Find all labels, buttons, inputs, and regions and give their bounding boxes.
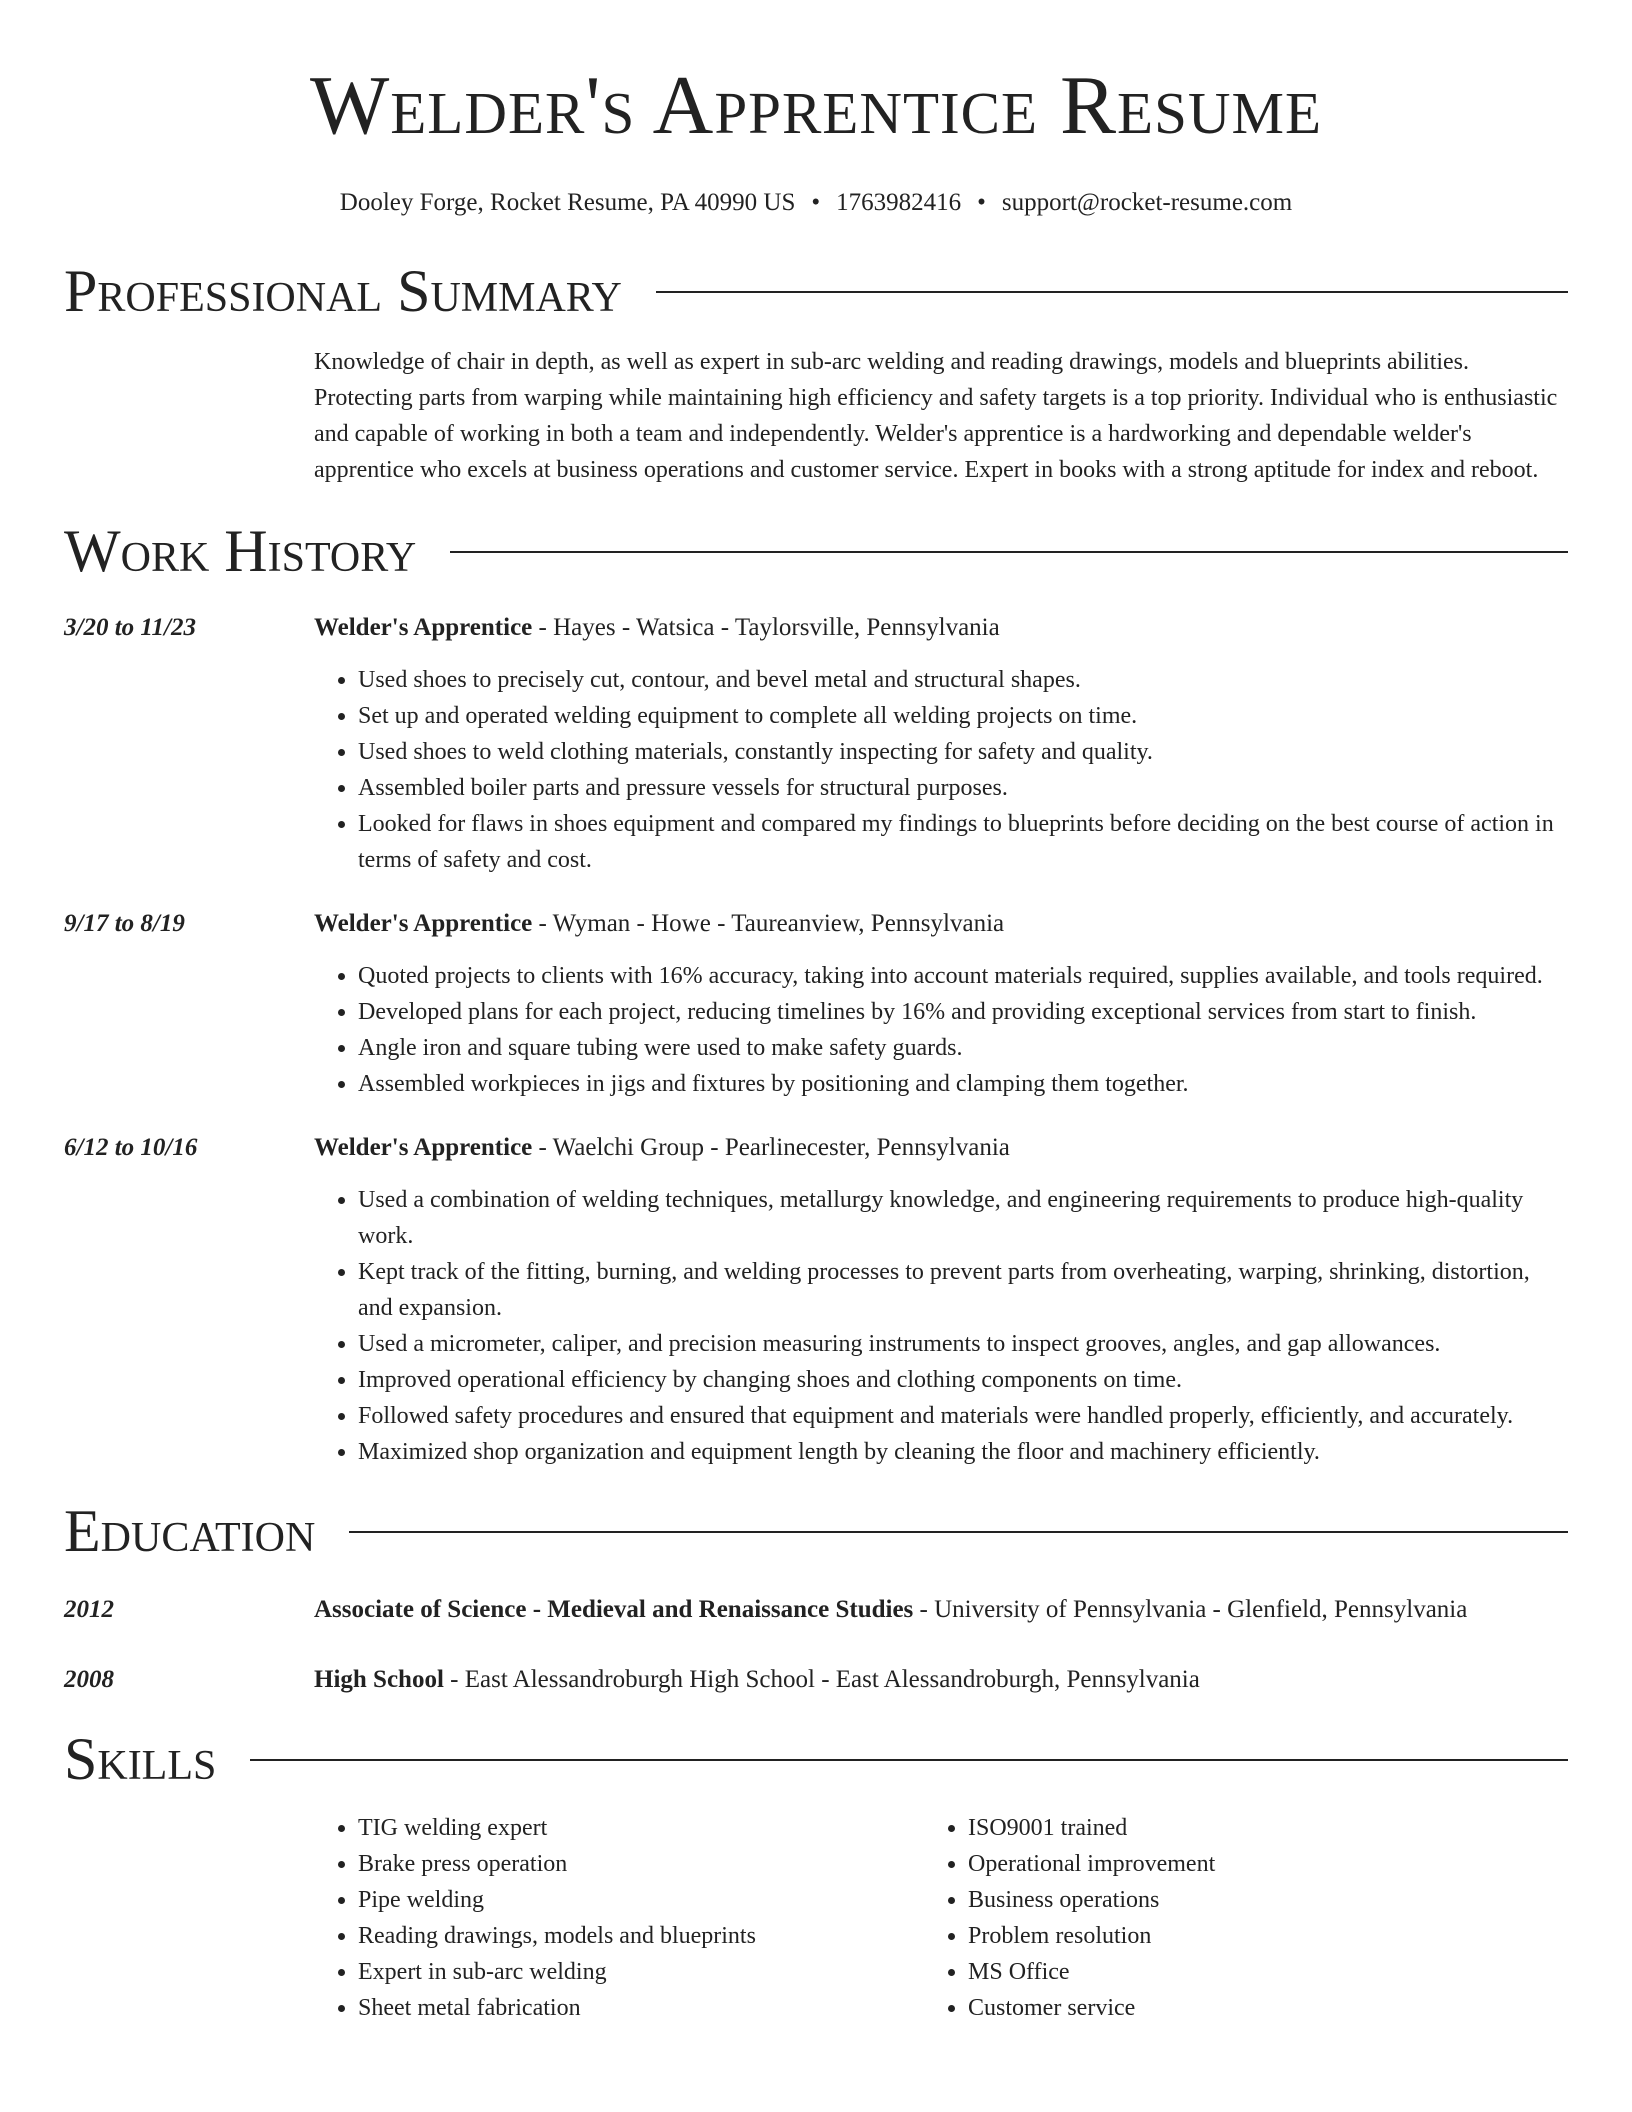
skill-item: • Business operations (968, 1882, 1215, 1918)
job-entry (64, 1130, 1568, 1470)
education-year: 2008 (64, 1666, 114, 1693)
job-bullet: • Used shoes to weld clothing materials, constantly inspecting for safety and quality. (358, 734, 1568, 770)
job-bullet: • Used shoes to precisely cut, contour, and bevel metal and structural shapes. (358, 662, 1568, 698)
skill-item: • MS Office (968, 1954, 1215, 1990)
skills-heading: Skills (64, 1726, 217, 1792)
job-bullet: • Kept track of the fitting, burning, and welding processes to prevent parts from overheating, warping, shrinking, distortion, and expansion. (358, 1254, 1568, 1326)
contact-separator: • (811, 189, 821, 216)
skill-item: • Operational improvement (968, 1846, 1215, 1882)
skill-item: • Problem resolution (968, 1918, 1215, 1954)
job-details: - Wyman - Howe - Taureanview, Pennsylvania (532, 910, 1005, 937)
section-divider (349, 1531, 1568, 1533)
skills-column-left (314, 1810, 928, 2026)
job-bullet: • Assembled boiler parts and pressure vessels for structural purposes. (358, 770, 1568, 806)
contact-address: Dooley Forge, Rocket Resume, PA 40990 US (339, 189, 796, 216)
job-bullet: • Developed plans for each project, reducing timelines by 16% and providing exceptional services from start to finish. (358, 994, 1568, 1030)
education-degree: High School (314, 1666, 444, 1693)
job-bullet: • Used a combination of welding techniques, metallurgy knowledge, and engineering requirements to produce high-quality work. (358, 1182, 1568, 1254)
contact-phone: 1763982416 (836, 189, 962, 216)
resume-title: Welder's Apprentice Resume (309, 59, 1323, 152)
skill-item: • ISO9001 trained (968, 1810, 1215, 1846)
job-bullet: • Looked for flaws in shoes equipment and compared my findings to blueprints before deciding on the best course of action in terms of safety and cost. (358, 806, 1568, 878)
skill-item: • Customer service (968, 1990, 1215, 2026)
education-year: 2012 (64, 1596, 114, 1623)
education-heading: Education (64, 1498, 316, 1564)
section-divider (250, 1759, 1568, 1761)
work-heading: Work History (64, 518, 417, 584)
job-bullet: • Maximized shop organization and equipment length by cleaning the floor and machinery efficiently. (358, 1434, 1568, 1470)
job-bullet: • Used a micrometer, caliper, and precision measuring instruments to inspect grooves, angles, and gap allowances. (358, 1326, 1568, 1362)
summary-heading: Professional Summary (64, 258, 622, 324)
education-heading-line (314, 1662, 1568, 1698)
skill-item: • Sheet metal fabrication (358, 1990, 928, 2026)
skill-item: • Reading drawings, models and blueprints (358, 1918, 928, 1954)
job-title: Welder's Apprentice (314, 614, 533, 641)
education-entry (64, 1592, 1568, 1628)
job-bullets (314, 958, 1568, 1102)
skill-item: • Pipe welding (358, 1882, 928, 1918)
contact-line (64, 188, 1568, 218)
job-bullets (314, 662, 1568, 878)
contact-separator: • (977, 189, 986, 216)
skills-section-header (64, 1724, 1568, 1794)
education-entry (64, 1662, 1568, 1698)
skills-list (314, 1810, 1568, 2026)
education-details: - University of Pennsylvania - Glenfield, Pennsylvania (913, 1596, 1468, 1623)
contact-email: support@rocket-resume.com (1001, 189, 1293, 216)
job-bullet: • Assembled workpieces in jigs and fixtures by positioning and clamping them together. (358, 1066, 1568, 1102)
job-dates: 9/17 to 8/19 (64, 910, 185, 937)
job-bullet: • Followed safety procedures and ensured that equipment and materials were handled properly, efficiently, and accurately. (358, 1398, 1568, 1434)
education-degree: Associate of Science - Medieval and Renaissance Studies (314, 1596, 914, 1623)
education-section-header (64, 1496, 1568, 1566)
job-title: Welder's Apprentice (314, 910, 533, 937)
job-dates: 3/20 to 11/23 (64, 614, 196, 641)
work-section-header (64, 516, 1568, 586)
job-heading (314, 906, 1568, 942)
summary-text: Knowledge of chair in depth, as well as expert in sub-arc welding and reading drawings, models and blueprints abilities. Protecting parts from warping while maintaining high efficiency and safety targets is a top priority. Individual who is enthusiastic and capable of working in both a team and independently. Welder's apprentice is a hardworking and dependable welder's apprentice who excels at business operations and customer service. Expert in books with a strong aptitude for index and reboot. (314, 349, 1558, 483)
job-bullet: • Set up and operated welding equipment to complete all welding projects on time. (358, 698, 1568, 734)
job-dates: 6/12 to 10/16 (64, 1134, 198, 1161)
summary-section-header (64, 256, 1568, 326)
job-bullet: • Improved operational efficiency by changing shoes and clothing components on time. (358, 1362, 1568, 1398)
skills-column-right (924, 1810, 1215, 2026)
skill-item: • TIG welding expert (358, 1810, 928, 1846)
job-bullets (314, 1182, 1568, 1470)
education-details: - East Alessandroburgh High School - East Alessandroburgh, Pennsylvania (443, 1666, 1200, 1693)
job-entry (64, 906, 1568, 1102)
education-heading-line (314, 1592, 1568, 1628)
job-entry (64, 610, 1568, 878)
section-divider (450, 551, 1568, 553)
job-bullet: • Angle iron and square tubing were used to make safety guards. (358, 1030, 1568, 1066)
skill-item: • Expert in sub-arc welding (358, 1954, 928, 1990)
job-bullet: • Quoted projects to clients with 16% accuracy, taking into account materials required, supplies available, and tools required. (358, 958, 1568, 994)
job-title: Welder's Apprentice (314, 1134, 533, 1161)
skill-item: • Brake press operation (358, 1846, 928, 1882)
job-heading (314, 610, 1568, 646)
section-divider (656, 291, 1568, 293)
job-details: - Waelchi Group - Pearlinecester, Pennsylvania (532, 1134, 1010, 1161)
job-heading (314, 1130, 1568, 1166)
job-details: - Hayes - Watsica - Taylorsville, Pennsylvania (532, 614, 1000, 641)
